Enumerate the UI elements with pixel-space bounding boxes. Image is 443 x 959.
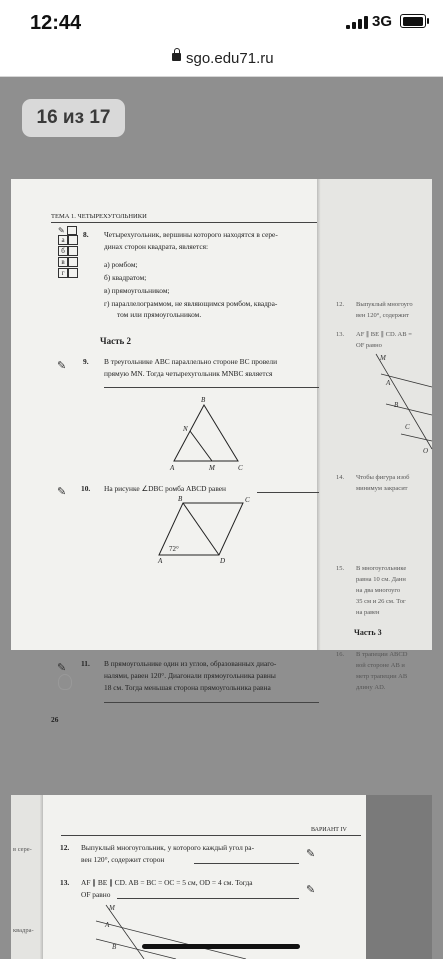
dark-margin	[366, 795, 432, 959]
q12-number: 12.	[60, 843, 70, 852]
q9-text-2: прямую MN. Тогда четырехугольник MNBC является	[104, 369, 273, 378]
right-part-3-heading: Часть 3	[354, 628, 382, 637]
parallel-line	[401, 434, 432, 441]
variant-header: ВАРИАНТ IV	[311, 827, 347, 833]
answer-box	[68, 257, 78, 267]
label-m: M	[380, 354, 386, 362]
q11-number: 11.	[81, 659, 90, 668]
q10-number: 10.	[81, 484, 91, 493]
label-c: C	[238, 464, 243, 472]
header-rule	[61, 835, 361, 836]
lock-icon	[172, 53, 181, 61]
label-a: A	[386, 379, 391, 387]
q9-text-1: В треугольнике ABC параллельно стороне BC провели	[104, 357, 278, 366]
label-d: D	[220, 557, 226, 565]
right-q16-text-3: метр трапеции AB	[356, 673, 408, 680]
q9-number: 9.	[83, 357, 89, 366]
right-q13-text-1: AF ∥ BE ∥ CD. AB =	[356, 331, 412, 338]
right-q14-text-2: минимум закрасит	[356, 485, 408, 492]
right-q16-text-4: длину AD.	[356, 684, 386, 691]
answer-box	[68, 268, 78, 278]
q12-answer-line	[194, 863, 299, 864]
pen-icon: ✎	[58, 226, 65, 235]
label-n: N	[183, 425, 188, 433]
status-bar	[0, 0, 443, 44]
parallel-line	[96, 921, 246, 959]
right-q12-number: 12.	[336, 301, 345, 308]
label-c: C	[405, 423, 410, 431]
label-a: A	[105, 921, 110, 929]
q13-text-1: AF ∥ BE ∥ CD. AB = BC = OC = 5 см, OD = 4 см. Тогда	[81, 878, 253, 887]
pen-icon: ✎	[57, 486, 67, 498]
right-parallel-lines-figure	[371, 349, 432, 459]
q11-answer-line	[104, 702, 319, 703]
right-q15-number: 15.	[336, 565, 345, 572]
label-c: C	[245, 496, 250, 504]
page-counter: 16 из 17	[22, 99, 125, 137]
q11-text-3: 18 см. Тогда меньшая сторона прямоугольника равна	[104, 683, 271, 692]
right-q15-text-1: В многоугольнике	[356, 565, 407, 572]
label-b: B	[394, 401, 399, 409]
answer-label: г	[58, 268, 68, 278]
address-bar[interactable]	[0, 44, 443, 77]
q11-text-1: В прямоугольнике один из углов, образованных диаго-	[104, 659, 277, 668]
q8-text-1: Четырехугольник, вершины которого находятся в сере-	[104, 230, 278, 239]
q12-text-2: вен 120°, содержит сторон	[81, 855, 165, 864]
parallel-line	[96, 939, 176, 959]
answer-box	[68, 246, 78, 256]
label-b: B	[178, 495, 183, 503]
right-q16-number: 16.	[336, 651, 345, 658]
right-q14-text-1: Чтобы фигура изоб	[356, 474, 410, 481]
q9-triangle-figure	[166, 393, 256, 473]
label-m: M	[209, 464, 215, 472]
label-b: B	[112, 943, 117, 951]
q13-parallel-lines-figure	[96, 903, 246, 959]
label-a: A	[170, 464, 175, 472]
right-q15-text-5: на равен	[356, 609, 380, 616]
page-fold	[39, 795, 43, 959]
right-q15-text-4: 35 см и 26 см. Тог	[356, 598, 406, 605]
right-q12-text-2: вен 120°, содержит	[356, 312, 409, 319]
right-q15-text-2: равна 10 см. Данн	[356, 576, 406, 583]
q8-option-b: б) квадратом;	[104, 273, 147, 282]
q13-answer-line	[117, 898, 299, 899]
page-number: 26	[51, 715, 59, 724]
header-rule	[51, 222, 317, 223]
label-b: B	[201, 396, 206, 404]
left-cut-text-1: в сере-	[13, 846, 32, 853]
page-fold	[317, 179, 321, 650]
left-cut-text-2: квадра-	[13, 927, 34, 934]
chapter-header: ТЕМА 1. ЧЕТЫРЕХУГОЛЬНИКИ	[51, 213, 147, 220]
scanned-page-1	[11, 179, 432, 724]
right-q16-text-1: В трапеции ABCD	[356, 651, 408, 658]
q12-text-1: Выпуклый многоугольник, у которого каждый угол ра-	[81, 843, 255, 852]
q8-text-2: динах сторон квадрата, является:	[104, 242, 209, 251]
pen-icon: ✎	[57, 662, 67, 674]
right-q16-text-2: вой стороне AB и	[356, 662, 405, 669]
q8-option-a: а) ромбом;	[104, 260, 138, 269]
checkbox-icon	[67, 226, 77, 235]
q13-number: 13.	[60, 878, 70, 887]
label-a: A	[158, 557, 163, 565]
q8-number: 8.	[83, 230, 89, 239]
signal-icon	[346, 15, 368, 29]
hand-icon	[58, 674, 72, 690]
document-viewer[interactable]	[0, 77, 443, 959]
parallel-line	[386, 404, 432, 415]
label-o: O	[423, 447, 429, 455]
answer-box	[68, 235, 78, 245]
angle-label: 72°	[169, 545, 179, 553]
answer-label: б	[58, 246, 68, 256]
pen-icon: ✎	[57, 360, 67, 372]
answer-label: в	[58, 257, 68, 267]
q13-text-2: OF равно	[81, 890, 111, 899]
q10-text-1: На рисунке ∠DBC ромба ABCD равен	[104, 484, 227, 493]
status-time: 12:44	[30, 12, 82, 34]
q9-answer-line	[104, 387, 319, 388]
q11-text-2: налями, равен 120°. Диагонали прямоугольника равны	[104, 671, 276, 680]
home-indicator[interactable]	[142, 944, 300, 949]
right-q12-text-1: Выпуклый многоуго	[356, 301, 413, 308]
q10-answer-line	[257, 492, 319, 493]
q10-rhombus-figure	[159, 495, 259, 565]
pen-icon: ✎	[306, 884, 316, 896]
right-q14-number: 14.	[336, 474, 345, 481]
right-q13-text-2: OF равно	[356, 342, 382, 349]
right-q13-number: 13.	[336, 331, 345, 338]
q8-option-c: в) прямоугольником;	[104, 286, 170, 295]
diagonal-bd	[183, 503, 219, 555]
part-2-heading: Часть 2	[100, 336, 132, 346]
label-m: M	[109, 904, 115, 912]
answer-label: а	[58, 235, 68, 245]
pen-icon: ✎	[306, 848, 316, 860]
battery-icon	[400, 14, 426, 28]
url-text: sgo.edu71.ru	[186, 50, 274, 67]
q8-option-d-cont: том или прямоугольником.	[117, 310, 202, 319]
scanned-page-2	[11, 795, 432, 959]
right-q15-text-3: на два многоуго	[356, 587, 401, 594]
q8-option-d: г) параллелограммом, не являющимся ромбом, квадра-	[104, 299, 278, 308]
network-type: 3G	[372, 13, 393, 30]
segment-mn	[190, 431, 212, 461]
